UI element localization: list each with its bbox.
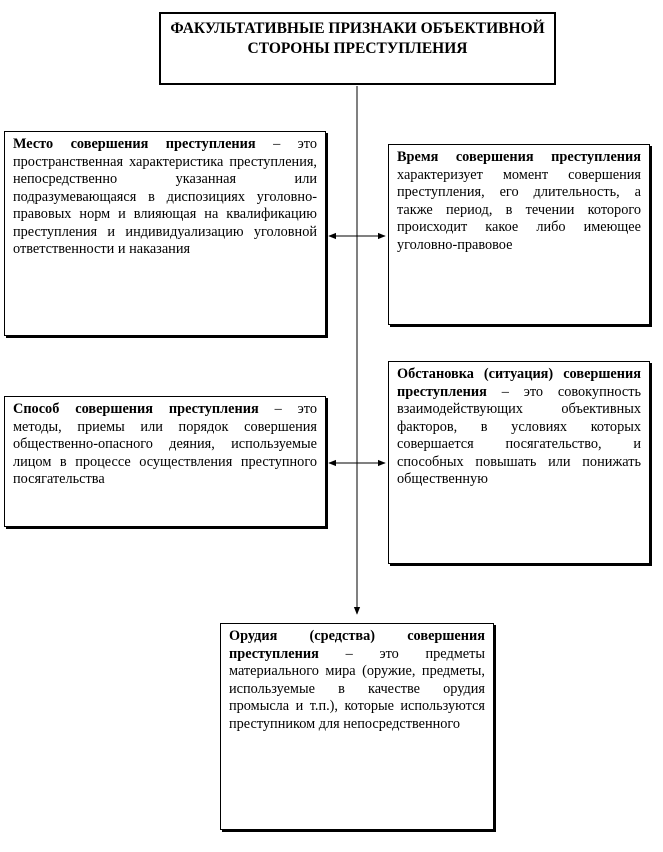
situation-term: Обстановка (ситуация) совершения преступления bbox=[397, 366, 641, 400]
tools-box bbox=[220, 623, 494, 830]
place-text: – это пространственная характеристика преступления, непосредственно указанная или подразумевающаяся в диспозициях уголовно-правовых норм и влияющая на квалификацию преступления и индивидуализацию уголовной ответственности и наказания bbox=[13, 136, 317, 257]
time-term: Время совершения преступления bbox=[397, 149, 641, 165]
time-box bbox=[388, 144, 650, 325]
method-term: Способ совершения преступления bbox=[13, 401, 259, 417]
tools-term: Орудия (средства) совершения преступления bbox=[229, 628, 485, 662]
place-box bbox=[4, 131, 326, 336]
tools-text: – это предметы материального мира (оружие, предметы, используемые в качестве орудия промысла и т.п.), которые используются преступником для непосредственного bbox=[229, 645, 485, 732]
time-text: характеризует момент совершения преступления, его длительность, а также период, в течении которого происходит какое либо имеющее уголовно-правовое bbox=[397, 166, 641, 253]
method-text: – это методы, приемы или порядок совершения общественно-опасного деяния, используемые лицом в процессе осуществления преступного посягательства bbox=[13, 401, 317, 487]
diagram-title bbox=[159, 12, 556, 85]
diagram-title-text: ФАКУЛЬТАТИВНЫЕ ПРИЗНАКИ ОБЪЕКТИВНОЙ СТОРОНЫ ПРЕСТУПЛЕНИЯ bbox=[170, 20, 545, 57]
method-box bbox=[4, 396, 326, 527]
situation-box bbox=[388, 361, 650, 564]
situation-text: – это совокупность взаимодействующих объективных факторов, в условиях которых совершается посягательство, и способных повышать или понижать общественную bbox=[397, 383, 641, 487]
place-term: Место совершения преступления bbox=[13, 136, 256, 152]
